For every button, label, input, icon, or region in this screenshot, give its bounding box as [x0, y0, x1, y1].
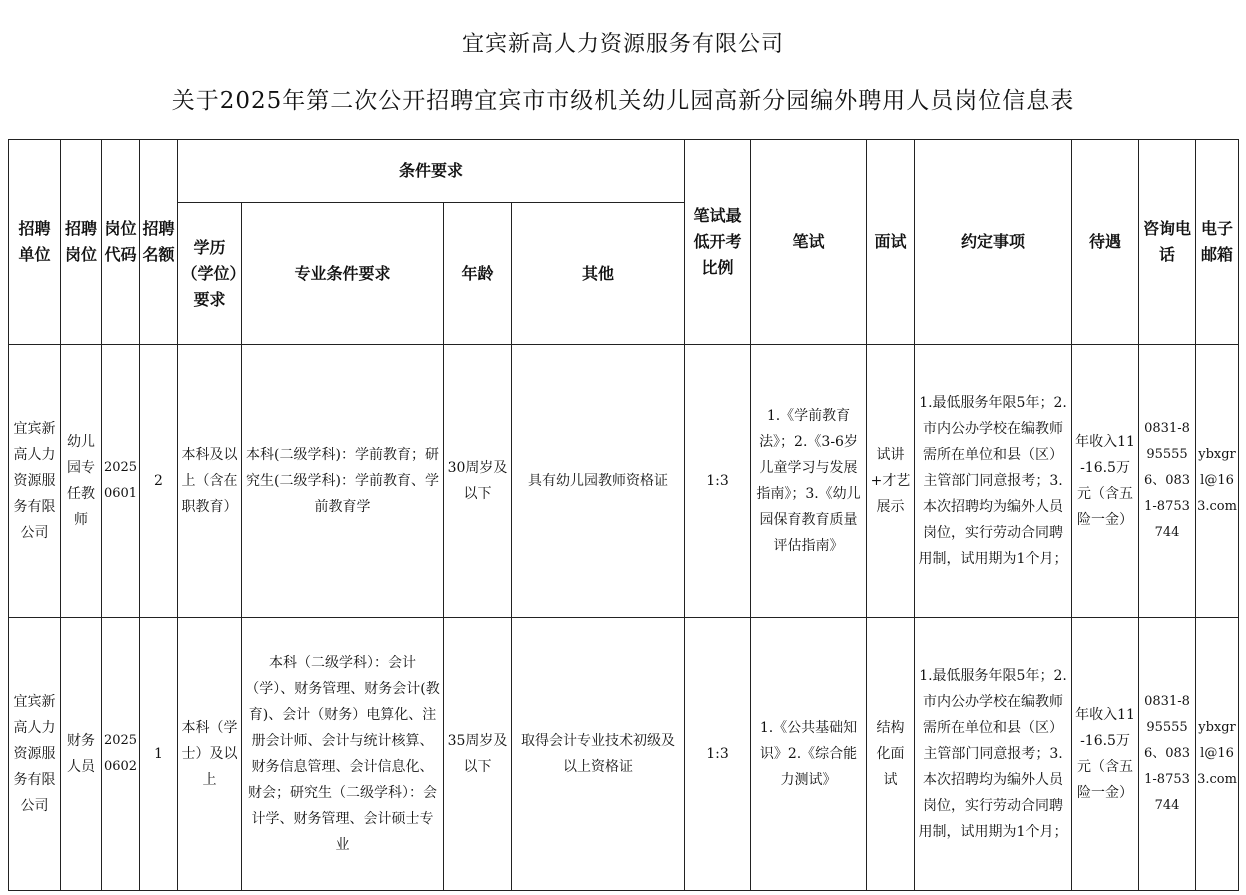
table-row — [9, 345, 1239, 618]
header-code: 岗位代码 — [102, 140, 140, 345]
header-written: 笔试 — [751, 140, 867, 345]
header-conditions: 条件要求 — [178, 140, 685, 203]
cell-phone: 0831-8955556、0831-8753744 — [1139, 618, 1196, 891]
cell-ratio: 1:3 — [685, 345, 751, 618]
header-quota: 招聘名额 — [140, 140, 178, 345]
cell-major: 本科（二级学科）：会计（学）、财务管理、财务会计(教育)、会计（财务）电算化、注册会计师、会计与统计核算、财务信息管理、会计信息化、财会；研究生（二级学科）：会计学、财务管理、会计硕士专业 — [242, 618, 444, 891]
cell-interview: 结构化面试 — [867, 618, 915, 891]
header-other: 其他 — [512, 203, 685, 345]
cell-position: 财务人员 — [61, 618, 102, 891]
cell-quota: 2 — [140, 345, 178, 618]
cell-quota: 1 — [140, 618, 178, 891]
cell-education: 本科及以上（含在职教育） — [178, 345, 242, 618]
cell-written: 1.《公共基础知识》2.《综合能力测试》 — [751, 618, 867, 891]
cell-code: 20250602 — [102, 618, 140, 891]
header-education: 学历（学位）要求 — [178, 203, 242, 345]
header-email: 电子邮箱 — [1196, 140, 1239, 345]
header-position: 招聘岗位 — [61, 140, 102, 345]
cell-unit: 宜宾新高人力资源服务有限公司 — [9, 345, 61, 618]
header-age: 年龄 — [444, 203, 512, 345]
table-row — [9, 618, 1239, 891]
header-major: 专业条件要求 — [242, 203, 444, 345]
cell-code: 20250601 — [102, 345, 140, 618]
cell-other: 取得会计专业技术初级及以上资格证 — [512, 618, 685, 891]
cell-education: 本科（学士）及以上 — [178, 618, 242, 891]
cell-unit: 宜宾新高人力资源服务有限公司 — [9, 618, 61, 891]
header-ratio: 笔试最低开考比例 — [685, 140, 751, 345]
company-title: 宜宾新高人力资源服务有限公司 — [461, 32, 784, 57]
cell-major: 本科(二级学科)：学前教育；研究生(二级学科)：学前教育、学前教育学 — [242, 345, 444, 618]
cell-ratio: 1:3 — [685, 618, 751, 891]
cell-salary: 年收入11-16.5万元（含五险一金） — [1072, 345, 1139, 618]
cell-age: 35周岁及以下 — [444, 618, 512, 891]
cell-email: ybxgrl@163.com — [1196, 618, 1239, 891]
cell-terms: 1.最低服务年限5年；2.市内公办学校在编教师需所在单位和县（区）主管部门同意报考；3.本次招聘均为编外人员岗位，实行劳动合同聘用制，试用期为1个月； — [915, 618, 1072, 891]
cell-position: 幼儿园专任教师 — [61, 345, 102, 618]
cell-other: 具有幼儿园教师资格证 — [512, 345, 685, 618]
cell-email: ybxgrl@163.com — [1196, 345, 1239, 618]
header-terms: 约定事项 — [915, 140, 1072, 345]
table-header-row — [9, 140, 1239, 203]
header-interview: 面试 — [867, 140, 915, 345]
page-title: 关于2025年第二次公开招聘宜宾市市级机关幼儿园高新分园编外聘用人员岗位信息表 — [171, 88, 1075, 114]
header-phone: 咨询电话 — [1139, 140, 1196, 345]
cell-phone: 0831-8955556、0831-8753744 — [1139, 345, 1196, 618]
header-unit: 招聘单位 — [9, 140, 61, 345]
cell-terms: 1.最低服务年限5年；2.市内公办学校在编教师需所在单位和县（区）主管部门同意报考；3.本次招聘均为编外人员岗位，实行劳动合同聘用制，试用期为1个月； — [915, 345, 1072, 618]
position-table — [8, 139, 1239, 891]
cell-interview: 试讲+才艺展示 — [867, 345, 915, 618]
cell-age: 30周岁及以下 — [444, 345, 512, 618]
cell-written: 1.《学前教育法》；2.《3-6岁儿童学习与发展指南》；3.《幼儿园保育教育质量评估指南》 — [751, 345, 867, 618]
cell-salary: 年收入11-16.5万元（含五险一金） — [1072, 618, 1139, 891]
header-salary: 待遇 — [1072, 140, 1139, 345]
